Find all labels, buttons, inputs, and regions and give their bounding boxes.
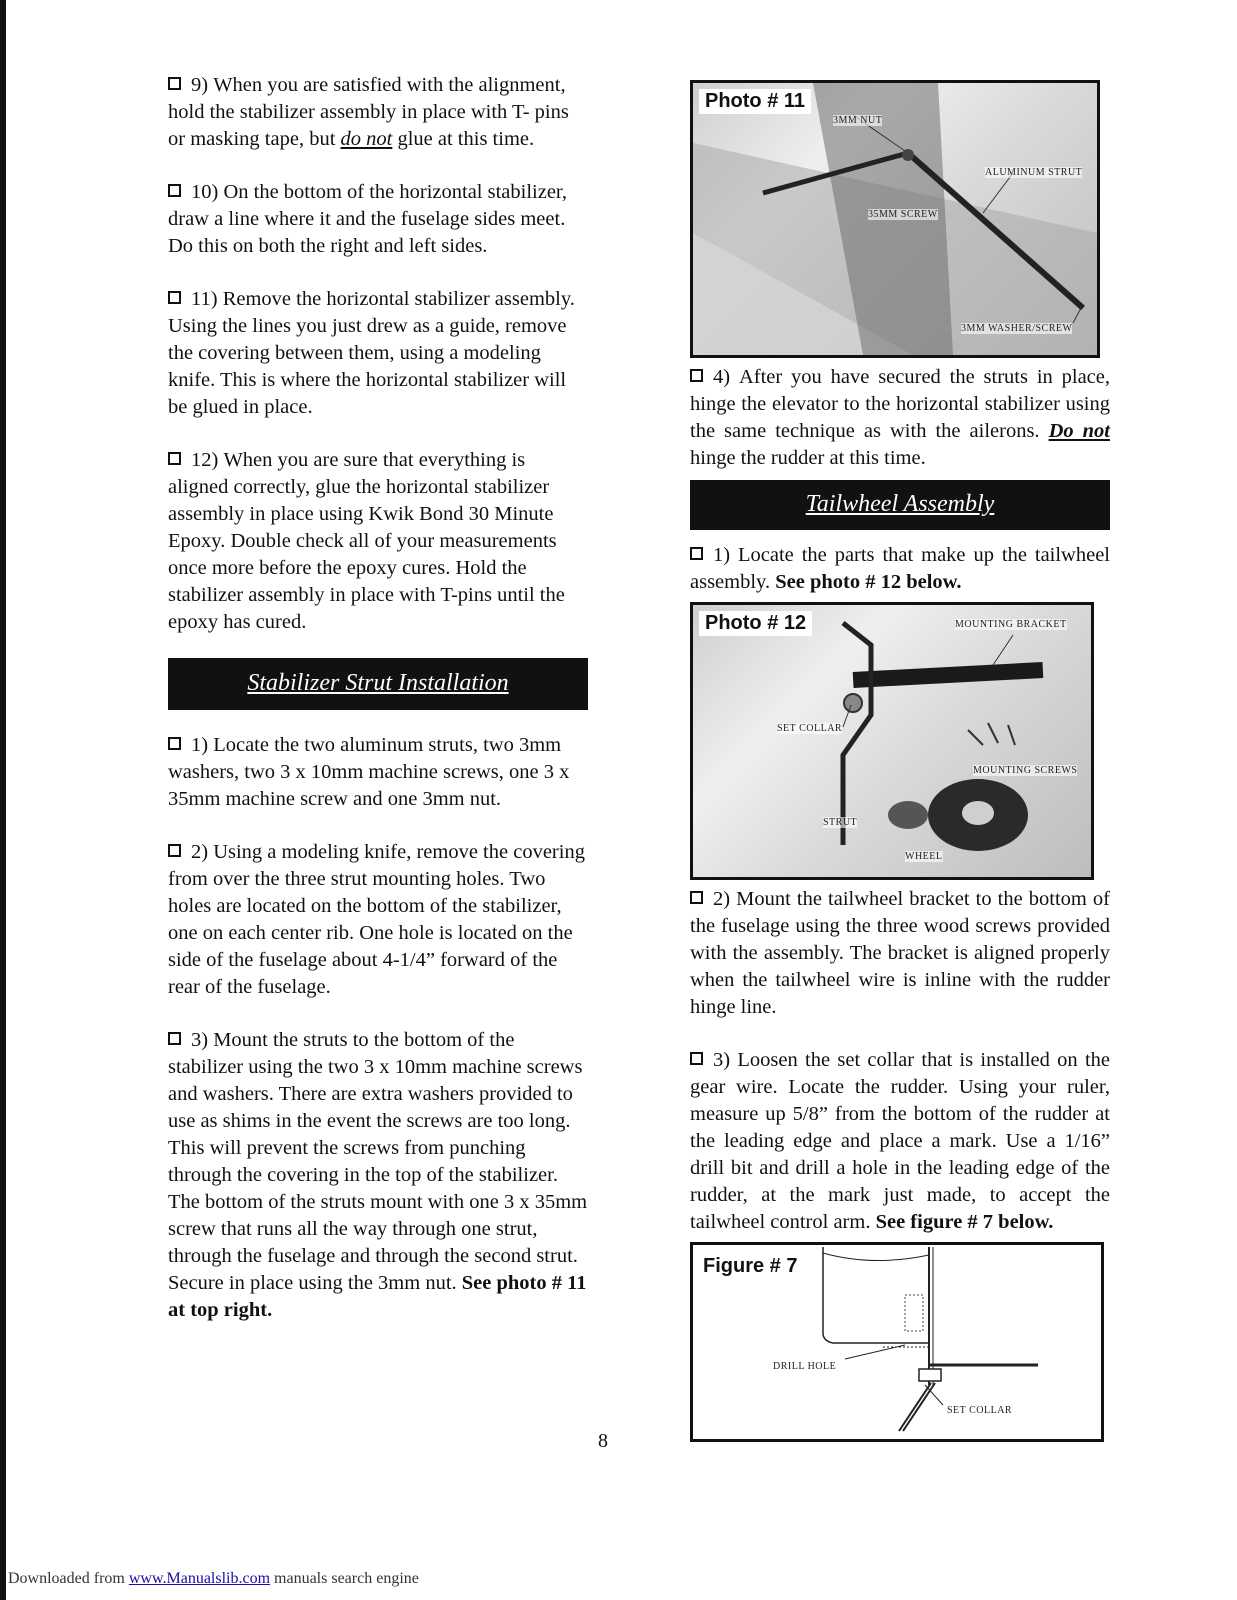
tailwheel-step-2: 2) Mount the tailwheel bracket to the bottom of the fuselage using the three wood screws provided with the assembly. The bracket is aligned properly when the tailwheel wire is inline with the rudder hinge line. <box>690 888 1110 1018</box>
tailwheel-step-1: 1) Locate the parts that make up the tailwheel assembly. See photo # 12 below. <box>690 544 1111 593</box>
photo-12-label: Photo # 12 <box>699 611 812 636</box>
strut-step-3: 3) Mount the struts to the bottom of the stabilizer using the two 3 x 10mm machine screws and washers. There are extra washers provided to use as shims in the event the screws are too long. This will prevent the screws from punching through the covering in the top of the stabilizer. The bottom of the struts mount with one 3 x 35mm screw that runs all the way through one strut, through the fuselage and through the second strut. Secure in place using the 3mm nut. See photo # 11 at top right. <box>168 1029 588 1321</box>
footer: Downloaded from www.Manualslib.com manuals search engine <box>8 1570 419 1587</box>
section-banner-stabilizer-strut: Stabilizer Strut Installation <box>168 658 588 710</box>
checkbox-icon[interactable] <box>690 547 703 560</box>
scan-edge <box>0 0 6 1600</box>
callout-35mm-screw: 35MM SCREW <box>868 209 938 220</box>
figure-7 <box>690 1242 1104 1442</box>
section-banner-tailwheel: Tailwheel Assembly <box>690 480 1110 530</box>
photo-12-drawing <box>693 605 1091 877</box>
checkbox-icon[interactable] <box>168 77 181 90</box>
right-column <box>690 80 1110 1442</box>
strut-step-4: 4) After you have secured the struts in place, hinge the elevator to the horizontal stabilizer using the same technique as with the ailerons. Do not hinge the rudder at this time. <box>690 366 1110 469</box>
callout-wheel: WHEEL <box>905 851 943 862</box>
photo-11 <box>690 80 1100 358</box>
callout-3mm-nut: 3MM NUT <box>833 115 883 126</box>
callout-set-collar-fig: SET COLLAR <box>947 1405 1013 1416</box>
checkbox-icon[interactable] <box>168 844 181 857</box>
tailwheel-step-3: 3) Loosen the set collar that is installed on the gear wire. Locate the rudder. Using your ruler, measure up 5/8” from the bottom of the rudder at the leading edge and place a mark. Use a 1/16” drill bit and drill a hole in the leading edge of the rudder, at the mark just made, to accept the tailwheel control arm. See figure # 7 below. <box>690 1049 1110 1233</box>
callout-mounting-bracket: MOUNTING BRACKET <box>955 619 1067 630</box>
checkbox-icon[interactable] <box>168 737 181 750</box>
checkbox-icon[interactable] <box>690 1052 703 1065</box>
callout-set-collar: SET COLLAR <box>777 723 843 734</box>
callout-aluminum-strut: ALUMINUM STRUT <box>985 167 1083 178</box>
manualslib-link[interactable]: www.Manualslib.com <box>128 1570 271 1587</box>
checkbox-icon[interactable] <box>168 184 181 197</box>
callout-mounting-screws: MOUNTING SCREWS <box>973 765 1078 776</box>
strut-step-2: 2) Using a modeling knife, remove the covering from over the three strut mounting holes. Two holes are located on the bottom of the stabilizer, one on each center rib. One hole is located on the side of the fuselage about 4-1/4” forward of the rear of the fuselage. <box>168 841 585 998</box>
callout-3mm-washer-screw: 3MM WASHER/SCREW <box>961 323 1073 334</box>
checkbox-icon[interactable] <box>690 369 703 382</box>
photo-12 <box>690 602 1094 880</box>
step-12: 12) When you are sure that everything is aligned correctly, glue the horizontal stabilizer assembly in place using Kwik Bond 30 Minute Epoxy. Double check all of your measurements once more before the epoxy cures. Hold the stabilizer assembly in place with T-pins until the epoxy has cured. <box>168 449 565 633</box>
checkbox-icon[interactable] <box>690 891 703 904</box>
checkbox-icon[interactable] <box>168 1032 181 1045</box>
checkbox-icon[interactable] <box>168 291 181 304</box>
step-11: 11) Remove the horizontal stabilizer assembly. Using the lines you just drew as a guide, remove the covering between them, using a modeling knife. This is where the horizontal stabilizer will be glued in place. <box>168 288 575 418</box>
step-10: 10) On the bottom of the horizontal stabilizer, draw a line where it and the fuselage sides meet. Do this on both the right and left sides. <box>168 181 568 257</box>
left-column <box>168 72 588 1350</box>
figure-7-label: Figure # 7 <box>703 1255 798 1277</box>
strut-step-1: 1) Locate the two aluminum struts, two 3mm washers, two 3 x 10mm machine screws, one 3 x 35mm machine screw and one 3mm nut. <box>168 734 570 810</box>
checkbox-icon[interactable] <box>168 452 181 465</box>
photo-11-label: Photo # 11 <box>699 89 811 114</box>
page-number: 8 <box>598 1430 608 1452</box>
callout-strut: STRUT <box>823 817 858 828</box>
step-9: 9) When you are satisfied with the alignment, hold the stabilizer assembly in place with T- pins or masking tape, but do not glue at this time. <box>168 74 569 150</box>
callout-drill-hole: DRILL HOLE <box>773 1361 837 1372</box>
